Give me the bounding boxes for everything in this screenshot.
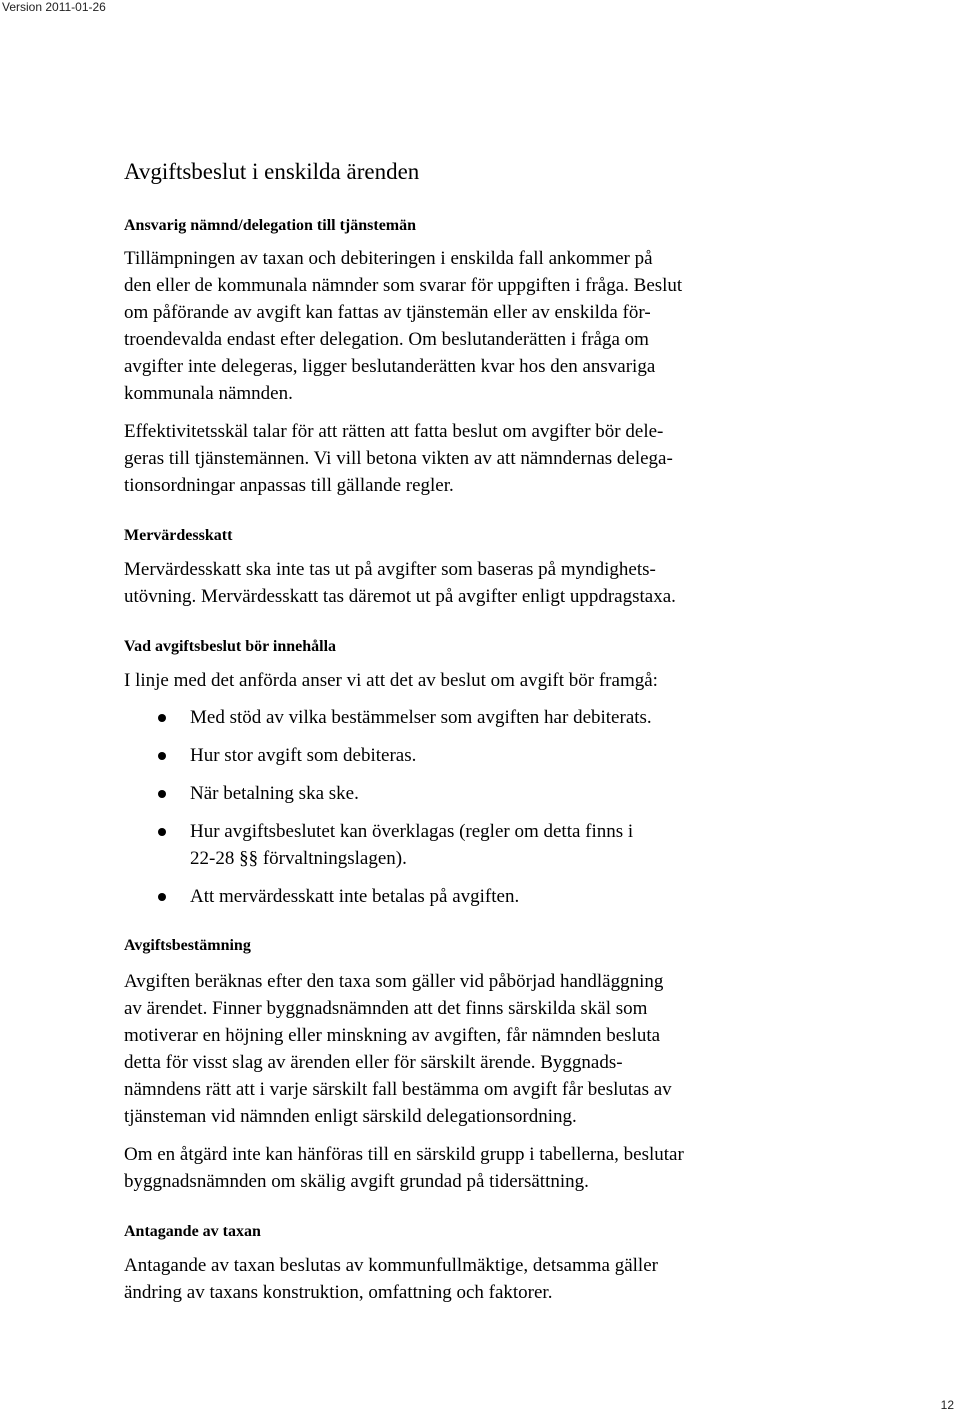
paragraph-avgiftsbestamning-2	[124, 1141, 684, 1195]
text-line: kommunala nämnden.	[124, 383, 293, 404]
text-line: Mervärdesskatt ska inte tas ut på avgifter som baseras på myndighets-	[124, 559, 656, 580]
bullet-icon	[158, 893, 166, 901]
text-line: tionsordningar anpassas till gällande regler.	[124, 475, 454, 496]
text-line: avgifter inte delegeras, ligger beslutanderätten kvar hos den ansvariga	[124, 356, 656, 377]
text-line: När betalning ska ske.	[190, 783, 359, 804]
text-line: Hur stor avgift som debiteras.	[190, 745, 417, 766]
text-line: detta för visst slag av ärenden eller för särskilt ärende. Byggnads-	[124, 1052, 623, 1073]
version-label: Version 2011-01-26	[2, 0, 106, 14]
text-line: I linje med det anförda anser vi att det av beslut om avgift bör framgå:	[124, 670, 658, 691]
page-title: Avgiftsbeslut i enskilda ärenden	[124, 159, 420, 184]
bullet-list	[124, 704, 844, 910]
page-number: 12	[940, 1398, 954, 1412]
bullet-icon	[158, 714, 166, 722]
paragraph-ansvarig-1	[124, 245, 682, 407]
bullet-icon	[158, 790, 166, 798]
list-item	[124, 704, 844, 731]
text-line: Avgiften beräknas efter den taxa som gäller vid påbörjad handläggning	[124, 971, 664, 992]
paragraph-innehalla-intro	[124, 667, 658, 694]
list-item	[124, 883, 844, 910]
text-line: Om en åtgärd inte kan hänföras till en särskild grupp i tabellerna, beslutar	[124, 1144, 684, 1165]
text-line: Antagande av taxan beslutas av kommunfullmäktige, detsamma gäller	[124, 1255, 658, 1276]
list-item	[124, 818, 844, 872]
bullet-icon	[158, 752, 166, 760]
heading-innehalla: Vad avgiftsbeslut bör innehålla	[124, 638, 337, 655]
text-line: tjänsteman vid nämnden enligt särskild delegationsordning.	[124, 1106, 577, 1127]
text-line: geras till tjänstemännen. Vi vill betona vikten av att nämndernas delega-	[124, 448, 673, 469]
heading-ansvarig: Ansvarig nämnd/delegation till tjänstemän	[124, 217, 417, 234]
text-line: Effektivitetsskäl talar för att rätten att fatta beslut om avgifter bör dele-	[124, 421, 664, 442]
text-line: Hur avgiftsbeslutet kan överklagas (regler om detta finns i	[190, 821, 634, 842]
heading-mervardesskatt: Mervärdesskatt	[124, 527, 233, 544]
text-line: Att mervärdesskatt inte betalas på avgiften.	[190, 886, 520, 907]
text-line: utövning. Mervärdesskatt tas däremot ut på avgifter enligt uppdragstaxa.	[124, 586, 676, 607]
text-line: Med stöd av vilka bestämmelser som avgiften har debiterats.	[190, 707, 652, 728]
text-line: om påförande av avgift kan fattas av tjänstemän eller av enskilda för-	[124, 302, 651, 323]
text-line: av ärendet. Finner byggnadsnämnden att det finns särskilda skäl som	[124, 998, 648, 1019]
list-item	[124, 742, 844, 769]
list-item	[124, 780, 844, 807]
text-line: den eller de kommunala nämnder som svarar för uppgiften i fråga. Beslut	[124, 275, 683, 296]
text-line: troendevalda endast efter delegation. Om beslutanderätten i fråga om	[124, 329, 649, 350]
text-line: byggnadsnämnden om skälig avgift grundad på tidersättning.	[124, 1171, 589, 1192]
bullet-icon	[158, 828, 166, 836]
text-line: 22-28 §§ förvaltningslagen).	[190, 848, 407, 869]
text-line: ändring av taxans konstruktion, omfattning och faktorer.	[124, 1282, 553, 1303]
paragraph-avgiftsbestamning-1	[124, 968, 672, 1130]
heading-antagande: Antagande av taxan	[124, 1223, 261, 1240]
text-line: nämndens rätt att i varje särskilt fall bestämma om avgift får beslutas av	[124, 1079, 672, 1100]
heading-avgiftsbestamning: Avgiftsbestämning	[124, 937, 251, 954]
text-line: Tillämpningen av taxan och debiteringen i enskilda fall ankommer på	[124, 248, 653, 269]
paragraph-ansvarig-2	[124, 418, 673, 499]
paragraph-mervardesskatt	[124, 556, 676, 610]
paragraph-antagande	[124, 1252, 658, 1306]
text-line: motiverar en höjning eller minskning av avgiften, får nämnden besluta	[124, 1025, 661, 1046]
